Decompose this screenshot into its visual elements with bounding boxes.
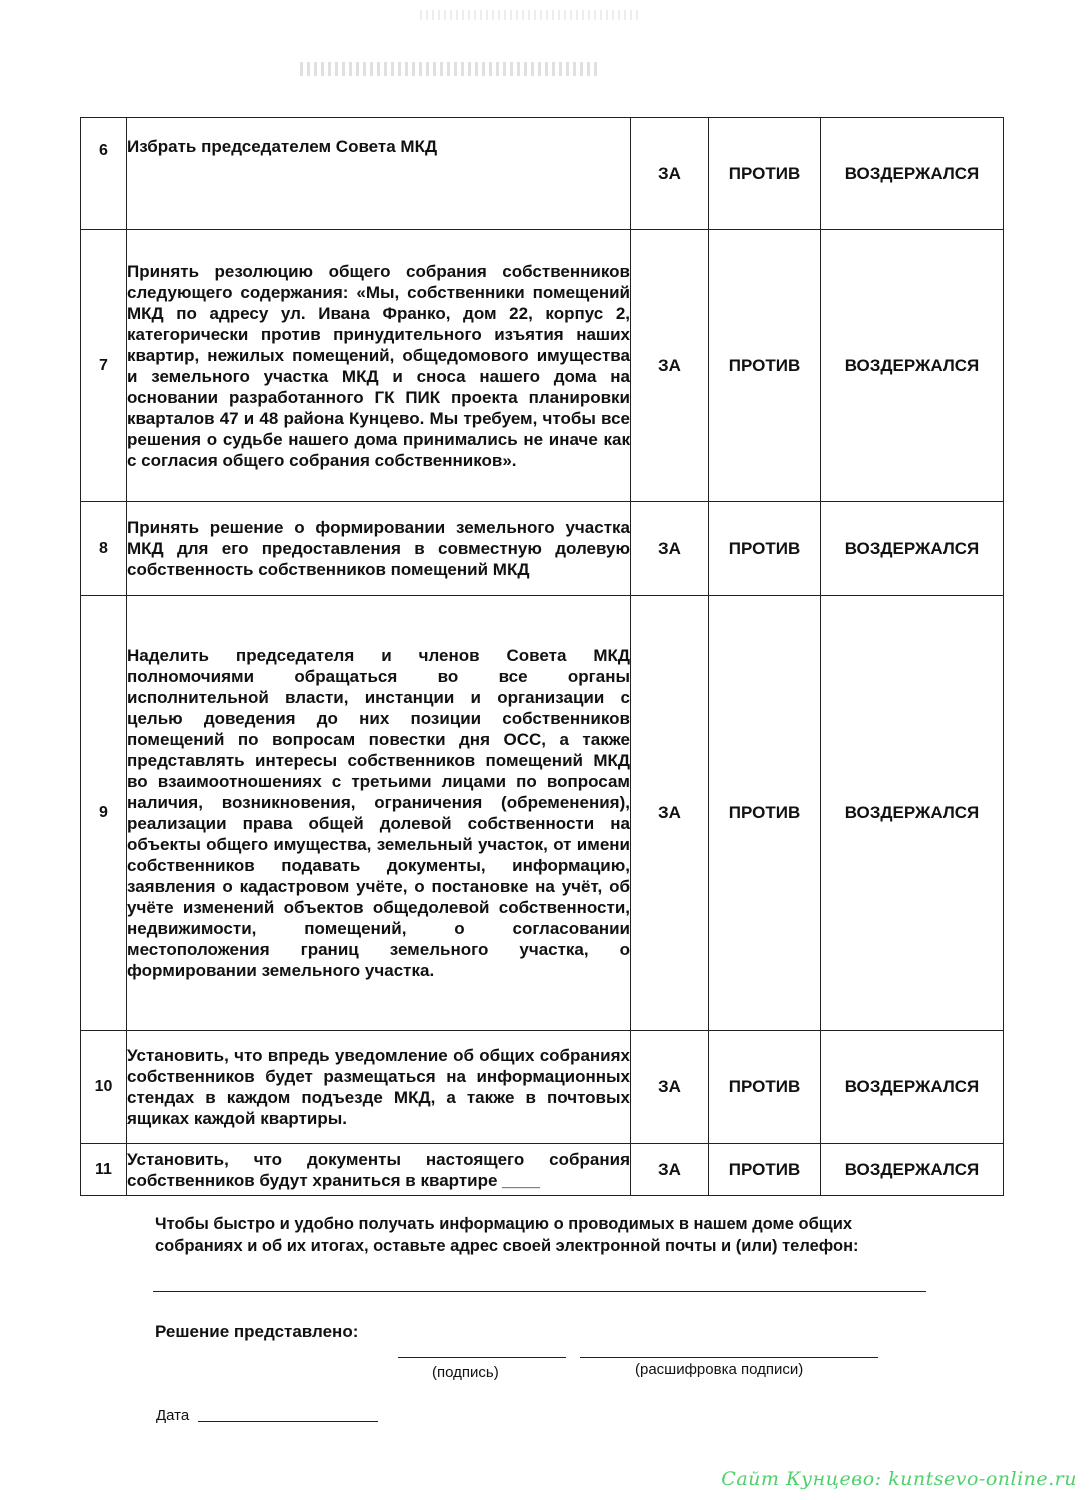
site-watermark: Сайт Кунцево: kuntsevo-online.ru [721,1468,1077,1490]
question-number: 9 [81,596,127,1031]
signature-decode-caption: (расшифровка подписи) [635,1361,804,1378]
question-text: Принять резолюцию общего собрания собственников следующего содержания: «Мы, собственники помещений МКД по адресу ул. Ивана Франко, дом 22, корпус 2, категорически против принудительного изъятия наших квартир, нежилых помещений, общедомового имущества и земельного участка МКД и сноса нашего дома на основании разработанного ГК ПИК проекта планировки кварталов 47 и 48 района Кунцево. Мы требуем, чтобы все решения о судьбе нашего дома принимались не иначе как с согласия общего собрания собственников». [127,230,631,502]
vote-za[interactable]: ЗА [631,230,709,502]
question-text: Избрать председателем Совета МКД [127,118,631,230]
vote-against[interactable]: ПРОТИВ [709,596,821,1031]
signature-line[interactable] [398,1357,566,1358]
vote-against[interactable]: ПРОТИВ [709,118,821,230]
date-line[interactable] [198,1421,378,1422]
decision-label: Решение представлено: [155,1322,359,1341]
signature-decode-line[interactable] [580,1357,878,1358]
question-number: 10 [81,1031,127,1144]
vote-za[interactable]: ЗА [631,596,709,1031]
scan-artifact [420,10,640,20]
vote-za[interactable]: ЗА [631,502,709,596]
scan-artifact [300,62,600,76]
vote-abstain[interactable]: ВОЗДЕРЖАЛСЯ [821,118,1004,230]
question-text: Принять решение о формировании земельного участка МКД для его предоставления в совместную долевую собственность собственников помещений МКД [127,502,631,596]
vote-abstain[interactable]: ВОЗДЕРЖАЛСЯ [821,1144,1004,1196]
question-number: 8 [81,502,127,596]
vote-abstain[interactable]: ВОЗДЕРЖАЛСЯ [821,230,1004,502]
question-text: Наделить председателя и членов Совета МКД полномочиями обращаться во все органы исполнительной власти, инстанции и организации с целью доведения до них позиции собственников помещений по вопросам повестки дня ОСС, а также представлять интересы собственников помещений МКД во взаимоотношениях с третьими лицами по вопросам наличия, возникновения, ограничения (обременения), реализации права общей долевой собственности на объекты общего имущества, земельный участок, от имени собственников подавать документы, информацию, заявления о кадастровом учёте, о постановке на учёт, об учёте изменений объектов общедолевой собственности, недвижимости, помещений, о согласовании местоположения границ земельного участка, о формировании земельного участка. [127,596,631,1031]
question-number: 6 [81,118,127,230]
ballot-row-10 [81,1031,1004,1144]
vote-abstain[interactable]: ВОЗДЕРЖАЛСЯ [821,502,1004,596]
contact-info-text: Чтобы быстро и удобно получать информацию о проводимых в нашем доме общих собраниях и об их итогах, оставьте адрес своей электронной почты и (или) телефон: [155,1215,859,1255]
question-number: 7 [81,230,127,502]
question-number: 11 [81,1144,127,1196]
vote-against[interactable]: ПРОТИВ [709,1031,821,1144]
vote-against[interactable]: ПРОТИВ [709,1144,821,1196]
vote-against[interactable]: ПРОТИВ [709,502,821,596]
signature-caption: (подпись) [432,1364,499,1381]
vote-abstain[interactable]: ВОЗДЕРЖАЛСЯ [821,596,1004,1031]
ballot-row-11 [81,1144,1004,1196]
vote-za[interactable]: ЗА [631,1031,709,1144]
ballot-row-6 [81,118,1004,230]
question-text: Установить, что документы настоящего собрания собственников будут храниться в квартире ____ [127,1144,631,1196]
vote-za[interactable]: ЗА [631,118,709,230]
ballot-row-8 [81,502,1004,596]
vote-against[interactable]: ПРОТИВ [709,230,821,502]
ballot-row-7 [81,230,1004,502]
contact-line[interactable] [153,1291,926,1292]
ballot-table [80,117,1004,1196]
vote-za[interactable]: ЗА [631,1144,709,1196]
question-text: Установить, что впредь уведомление об общих собраниях собственников будет размещаться на информационных стендах в каждом подъезде МКД, а также в почтовых ящиках каждой квартиры. [127,1031,631,1144]
ballot-row-9 [81,596,1004,1031]
vote-abstain[interactable]: ВОЗДЕРЖАЛСЯ [821,1031,1004,1144]
date-label: Дата [156,1407,190,1424]
